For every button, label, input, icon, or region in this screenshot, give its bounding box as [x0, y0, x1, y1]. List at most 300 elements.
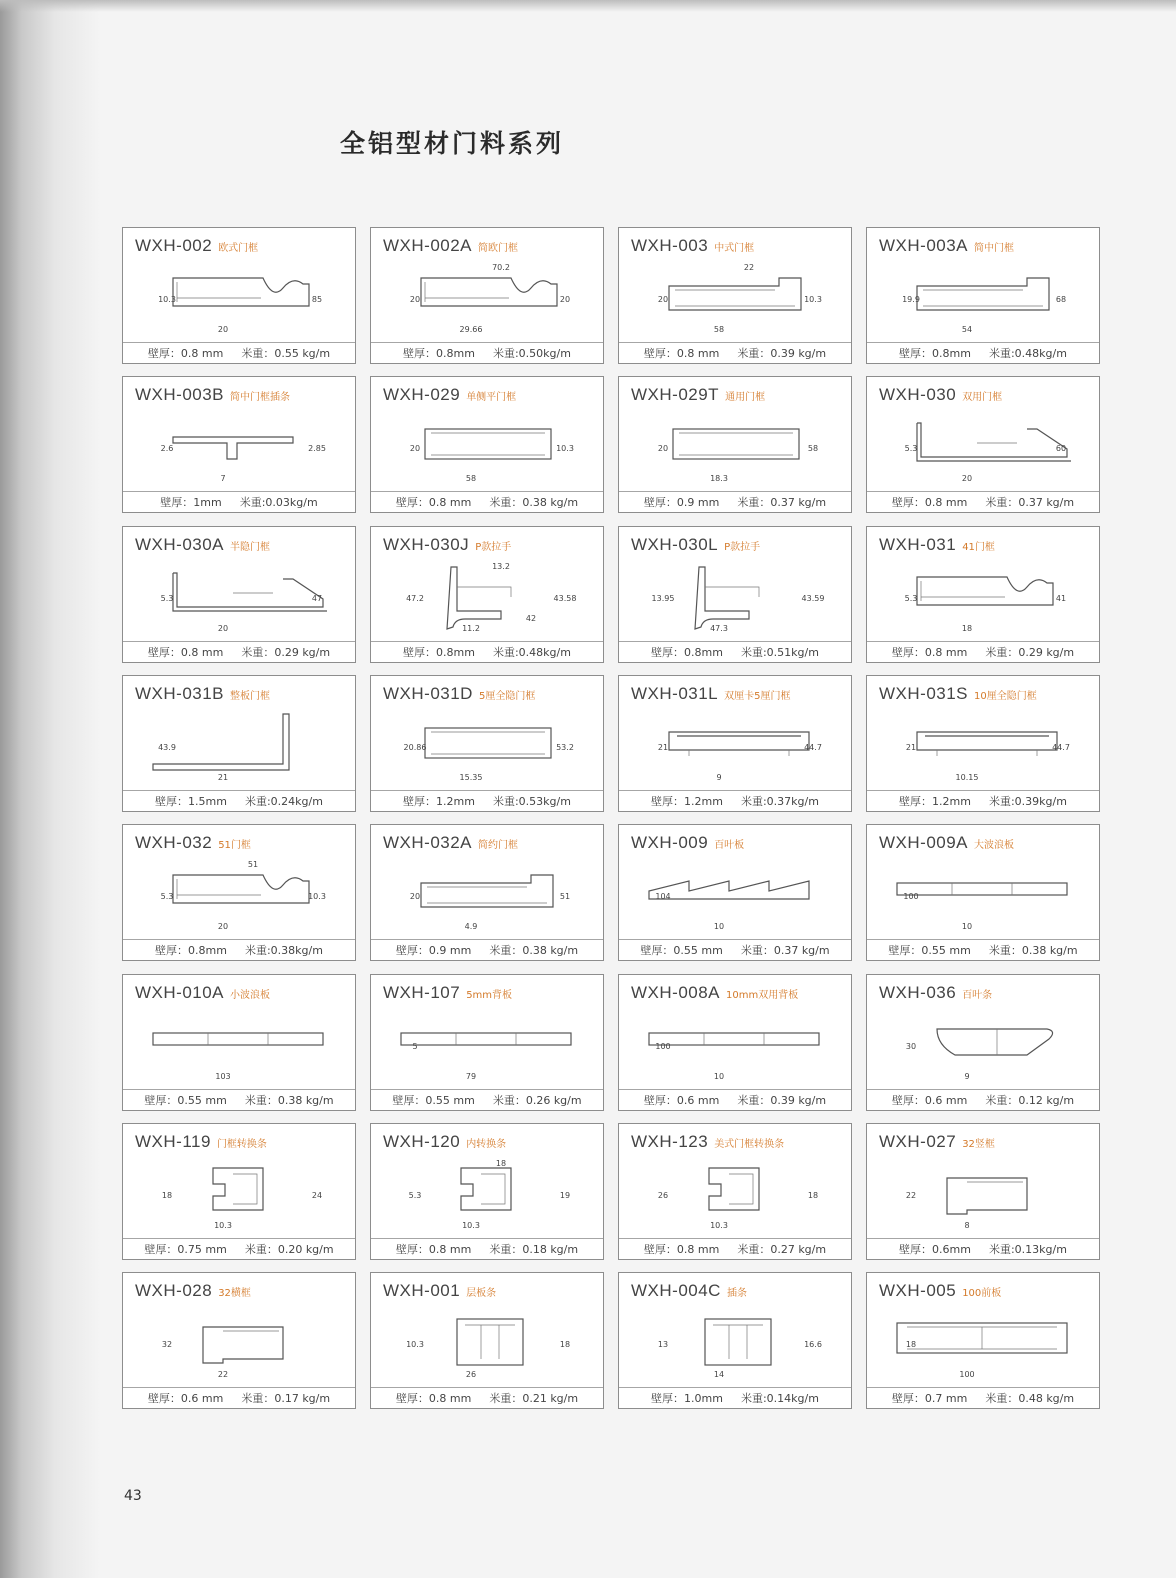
profile-cross-section-diagram	[629, 258, 843, 342]
dimension-label: 10	[713, 922, 725, 932]
dimension-label: 51	[247, 860, 259, 870]
wall-thickness: 壁厚：1.2mm	[403, 794, 475, 808]
dimension-label: 54	[961, 325, 973, 334]
dimension-label: 44.7	[804, 742, 822, 752]
card-header	[631, 385, 765, 405]
profile-card	[122, 1123, 356, 1260]
dimension-label: 20	[409, 295, 421, 304]
card-header	[879, 833, 1014, 853]
card-specs	[867, 790, 1099, 811]
dimension-label: 9	[964, 1071, 970, 1081]
profile-name: 单侧平门框	[466, 392, 517, 404]
dimension-label: 8	[964, 1220, 970, 1230]
weight-per-meter: 米重：0.12 kg/m	[985, 1093, 1075, 1107]
card-header	[135, 833, 251, 853]
profile-code: WXH-029	[383, 385, 461, 405]
profile-name: 内转换条	[466, 1138, 507, 1150]
profile-code: WXH-009	[631, 833, 709, 853]
dimension-label: 5	[412, 1041, 418, 1051]
profile-card	[618, 1272, 852, 1409]
dimension-label: 104	[655, 892, 671, 902]
dimension-label: 18	[961, 623, 973, 633]
profile-card	[370, 1123, 604, 1260]
dimension-label: 42	[525, 613, 537, 623]
weight-per-meter: 米重：0.39 kg/m	[737, 1093, 827, 1107]
profile-card	[866, 824, 1100, 961]
profile-cross-section-diagram	[629, 407, 843, 491]
dimension-label: 20	[657, 295, 669, 304]
wall-thickness: 壁厚：0.8mm	[403, 645, 475, 659]
card-specs	[867, 1387, 1099, 1408]
card-specs	[123, 939, 355, 960]
card-header	[631, 684, 791, 704]
profile-cross-section-diagram	[877, 706, 1091, 790]
profile-card	[122, 974, 356, 1111]
profile-code: WXH-030L	[631, 534, 719, 554]
profile-card	[370, 675, 604, 812]
weight-per-meter: 米重：0.26 kg/m	[492, 1093, 582, 1107]
profile-card	[618, 227, 852, 364]
profile-card	[370, 824, 604, 961]
wall-thickness: 壁厚：0.55 mm	[144, 1093, 227, 1107]
profile-cross-section-diagram	[629, 1154, 843, 1238]
dimension-label: 5.3	[160, 593, 174, 603]
card-header	[135, 684, 270, 704]
card-specs	[619, 1387, 851, 1408]
dimension-label: 43.59	[801, 593, 825, 603]
dimension-label: 18	[161, 1190, 173, 1200]
dimension-label: 22	[743, 263, 755, 272]
dimension-label: 10.3	[158, 295, 176, 304]
wall-thickness: 壁厚：1.2mm	[651, 794, 723, 808]
profile-card	[618, 824, 852, 961]
card-specs	[619, 491, 851, 512]
dimension-label: 19.9	[902, 295, 920, 304]
card-specs	[123, 790, 355, 811]
wall-thickness: 壁厚：0.6 mm	[643, 1093, 720, 1107]
card-header	[631, 1132, 784, 1152]
dimension-label: 51	[559, 892, 571, 902]
dimension-label: 26	[657, 1190, 669, 1200]
card-header	[135, 236, 258, 256]
dimension-label: 10.3	[710, 1220, 728, 1230]
profile-cross-section-diagram	[381, 557, 595, 641]
card-specs	[371, 491, 603, 512]
wall-thickness: 壁厚：0.8 mm	[643, 347, 720, 360]
dimension-label: 18	[559, 1340, 571, 1350]
dimension-label: 100	[655, 1041, 671, 1051]
dimension-label: 10.3	[556, 444, 574, 454]
dimension-label: 68	[1055, 295, 1067, 304]
card-specs	[371, 1238, 603, 1259]
card-specs	[867, 342, 1099, 363]
profile-code: WXH-027	[879, 1131, 957, 1151]
dimension-label: 10.3	[214, 1220, 232, 1230]
dimension-label: 10.3	[804, 295, 822, 304]
wall-thickness: 壁厚：0.75 mm	[144, 1242, 227, 1256]
profile-code: WXH-001	[383, 1281, 461, 1301]
card-header	[135, 535, 270, 555]
wall-thickness: 壁厚：0.8 mm	[395, 1242, 472, 1256]
profile-name: 32横框	[218, 1288, 251, 1300]
card-header	[631, 236, 754, 256]
dimension-label: 58	[465, 474, 477, 484]
wall-thickness: 壁厚：0.8 mm	[891, 496, 968, 510]
profile-card	[122, 675, 356, 812]
wall-thickness: 壁厚：0.9 mm	[643, 496, 720, 510]
profile-cross-section-diagram	[133, 1303, 347, 1387]
card-header	[879, 1132, 995, 1152]
wall-thickness: 壁厚：0.7 mm	[891, 1392, 968, 1406]
profile-name: 51门框	[218, 840, 251, 852]
wall-thickness: 壁厚：0.8mm	[155, 944, 227, 958]
dimension-label: 32	[161, 1340, 173, 1350]
dimension-label: 10	[961, 922, 973, 932]
weight-per-meter: 米重：0.48 kg/m	[985, 1392, 1075, 1406]
dimension-label: 47.3	[710, 623, 728, 633]
wall-thickness: 壁厚：0.55 mm	[888, 944, 971, 958]
card-specs	[123, 342, 355, 363]
profile-card	[866, 675, 1100, 812]
dimension-label: 18.3	[710, 474, 728, 484]
card-specs	[619, 1089, 851, 1110]
wall-thickness: 壁厚：0.55 mm	[392, 1093, 475, 1107]
card-header	[135, 1281, 251, 1301]
card-specs	[371, 342, 603, 363]
card-header	[879, 236, 1014, 256]
wall-thickness: 壁厚：0.6 mm	[891, 1093, 968, 1107]
card-specs	[123, 491, 355, 512]
dimension-label: 10.3	[406, 1340, 424, 1350]
profile-code: WXH-031S	[879, 683, 969, 703]
wall-thickness: 壁厚：0.8 mm	[147, 645, 224, 659]
page-top-shadow	[0, 0, 1176, 12]
profile-name: 简约门框	[478, 840, 519, 852]
wall-thickness: 壁厚：1.5mm	[155, 794, 227, 808]
dimension-label: 2.6	[160, 444, 174, 454]
card-specs	[619, 342, 851, 363]
card-header	[135, 1132, 267, 1152]
profile-cross-section-diagram	[629, 557, 843, 641]
wall-thickness: 壁厚：0.55 mm	[640, 944, 723, 958]
profile-code: WXH-009A	[879, 833, 969, 853]
card-specs	[867, 939, 1099, 960]
profile-code: WXH-030	[879, 385, 957, 405]
weight-per-meter: 米重:0.53kg/m	[492, 794, 571, 808]
profile-card	[370, 526, 604, 663]
profile-name: 门框转换条	[216, 1138, 267, 1150]
profile-cross-section-diagram	[877, 1005, 1091, 1089]
dimension-label: 20	[559, 295, 571, 304]
profile-cross-section-diagram	[877, 557, 1091, 641]
dimension-label: 70.2	[492, 263, 510, 272]
dimension-label: 29.66	[459, 325, 483, 334]
profile-cross-section-diagram	[629, 855, 843, 939]
card-header	[383, 385, 516, 405]
profile-card	[122, 1272, 356, 1409]
profile-cross-section-diagram	[381, 1005, 595, 1089]
card-specs	[371, 790, 603, 811]
profile-cross-section-diagram	[381, 407, 595, 491]
profile-card	[122, 526, 356, 663]
profile-cross-section-diagram	[877, 1154, 1091, 1238]
dimension-label: 21	[657, 742, 669, 752]
weight-per-meter: 米重:0.37kg/m	[740, 794, 819, 808]
dimension-label: 10.15	[955, 772, 979, 782]
dimension-label: 16.6	[804, 1340, 822, 1350]
profile-name: 简欧门框	[478, 243, 519, 254]
card-specs	[123, 641, 355, 662]
dimension-label: 53.2	[556, 742, 574, 752]
profile-name: 中式门框	[714, 243, 755, 254]
profile-cross-section-diagram	[877, 407, 1091, 491]
profile-cross-section-diagram	[133, 407, 347, 491]
card-specs	[123, 1089, 355, 1110]
weight-per-meter: 米重:0.14kg/m	[740, 1392, 819, 1406]
profile-code: WXH-010A	[135, 982, 225, 1002]
profile-code: WXH-032	[135, 833, 213, 853]
card-specs	[123, 1238, 355, 1259]
weight-per-meter: 米重:0.48kg/m	[988, 347, 1067, 360]
profile-code: WXH-031B	[135, 683, 225, 703]
dimension-label: 43.58	[553, 593, 577, 603]
card-specs	[371, 1387, 603, 1408]
dimension-label: 43.9	[158, 742, 176, 752]
dimension-label: 20	[657, 444, 669, 454]
dimension-label: 20	[409, 444, 421, 454]
weight-per-meter: 米重：0.38 kg/m	[244, 1093, 334, 1107]
weight-per-meter: 米重：0.55 kg/m	[241, 347, 331, 360]
profile-card	[122, 824, 356, 961]
card-header	[631, 1281, 747, 1301]
dimension-label: 14	[713, 1370, 725, 1380]
dimension-label: 58	[713, 325, 725, 334]
profile-card	[866, 526, 1100, 663]
dimension-label: 18	[905, 1340, 917, 1350]
card-header	[631, 535, 760, 555]
card-header	[631, 833, 744, 853]
card-specs	[867, 1089, 1099, 1110]
dimension-label: 26	[465, 1370, 477, 1380]
weight-per-meter: 米重：0.38 kg/m	[988, 944, 1078, 958]
profile-name: P款拉手	[724, 541, 761, 553]
dimension-label: 5.3	[160, 892, 174, 902]
wall-thickness: 壁厚：0.8 mm	[395, 496, 472, 510]
wall-thickness: 壁厚：0.8mm	[403, 347, 475, 360]
profile-cross-section-diagram	[381, 855, 595, 939]
weight-per-meter: 米重:0.51kg/m	[740, 645, 819, 659]
weight-per-meter: 米重:0.13kg/m	[988, 1242, 1067, 1256]
weight-per-meter: 米重:0.38kg/m	[244, 944, 323, 958]
profile-code: WXH-120	[383, 1131, 461, 1151]
profile-name: 欧式门框	[218, 243, 259, 254]
profile-code: WXH-029T	[631, 385, 720, 405]
profile-code: WXH-005	[879, 1281, 957, 1301]
profile-cross-section-diagram	[133, 258, 347, 342]
profile-name: 层板条	[466, 1288, 497, 1300]
profile-name: 10mm双用背板	[726, 989, 799, 1001]
card-specs	[619, 939, 851, 960]
card-specs	[867, 641, 1099, 662]
profile-card	[370, 1272, 604, 1409]
dimension-label: 10.3	[308, 892, 326, 902]
card-header	[383, 983, 512, 1003]
profile-code: WXH-031L	[631, 683, 719, 703]
dimension-label: 5.3	[904, 444, 918, 454]
wall-thickness: 壁厚：1mm	[160, 496, 222, 510]
profile-name: 插条	[726, 1288, 747, 1300]
card-specs	[867, 491, 1099, 512]
profile-name: 百叶板	[714, 840, 745, 852]
profile-card	[122, 376, 356, 513]
wall-thickness: 壁厚：1.0mm	[651, 1392, 723, 1406]
card-header	[383, 236, 518, 256]
profile-card	[370, 227, 604, 364]
profile-card	[866, 1123, 1100, 1260]
dimension-label: 19	[559, 1190, 571, 1200]
profile-cross-section-diagram	[381, 1154, 595, 1238]
profile-name: 5mm背板	[466, 989, 513, 1001]
weight-per-meter: 米重：0.37 kg/m	[985, 496, 1075, 510]
dimension-label: 4.9	[464, 922, 478, 932]
profile-cross-section-diagram	[133, 557, 347, 641]
profile-name: 简中门框	[974, 243, 1015, 254]
page-title: 全铝型材门料系列	[340, 129, 565, 158]
weight-per-meter: 米重：0.29 kg/m	[241, 645, 331, 659]
card-header	[383, 833, 518, 853]
wall-thickness: 壁厚：0.8 mm	[643, 1242, 720, 1256]
dimension-label: 21	[905, 742, 917, 752]
card-specs	[371, 1089, 603, 1110]
card-header	[135, 983, 270, 1003]
card-header	[383, 535, 511, 555]
profile-name: 32竖框	[962, 1138, 995, 1150]
profile-cross-section-diagram	[133, 855, 347, 939]
profile-card	[122, 227, 356, 364]
profile-cross-section-diagram	[629, 1303, 843, 1387]
profile-code: WXH-032A	[383, 833, 473, 853]
profile-name: 41门框	[962, 541, 995, 553]
wall-thickness: 壁厚：1.2mm	[899, 794, 971, 808]
card-specs	[867, 1238, 1099, 1259]
profile-code: WXH-028	[135, 1281, 213, 1301]
profile-cross-section-diagram	[877, 855, 1091, 939]
profile-cross-section-diagram	[133, 1154, 347, 1238]
profile-cross-section-diagram	[877, 258, 1091, 342]
card-header	[879, 385, 1002, 405]
dimension-label: 30	[905, 1041, 917, 1051]
card-specs	[619, 1238, 851, 1259]
profile-code: WXH-036	[879, 982, 957, 1002]
profile-cross-section-diagram	[629, 1005, 843, 1089]
profile-code: WXH-030J	[383, 534, 470, 554]
weight-per-meter: 米重:0.24kg/m	[244, 794, 323, 808]
dimension-label: 47	[311, 593, 323, 603]
profile-code: WXH-004C	[631, 1281, 721, 1301]
weight-per-meter: 米重：0.29 kg/m	[985, 645, 1075, 659]
dimension-label: 58	[807, 444, 819, 454]
dimension-label: 7	[220, 474, 226, 484]
profile-name: 小波浪板	[230, 989, 271, 1001]
wall-thickness: 壁厚：0.8 mm	[395, 1392, 472, 1406]
profile-card	[618, 376, 852, 513]
dimension-label: 24	[311, 1190, 323, 1200]
profile-cross-section-diagram	[629, 706, 843, 790]
weight-per-meter: 米重：0.20 kg/m	[244, 1242, 334, 1256]
profile-name: 5厘全隐门框	[478, 690, 536, 702]
dimension-label: 47.2	[406, 593, 424, 603]
weight-per-meter: 米重:0.39kg/m	[988, 794, 1067, 808]
weight-per-meter: 米重:0.50kg/m	[492, 347, 571, 360]
profile-code: WXH-008A	[631, 982, 721, 1002]
wall-thickness: 壁厚：0.8 mm	[147, 347, 224, 360]
profile-cross-section-diagram	[381, 706, 595, 790]
dimension-label: 20	[217, 325, 229, 334]
profile-cross-section-diagram	[133, 1005, 347, 1089]
dimension-label: 79	[465, 1071, 477, 1081]
weight-per-meter: 米重：0.21 kg/m	[489, 1392, 579, 1406]
dimension-label: 18	[495, 1158, 507, 1168]
profile-card	[618, 675, 852, 812]
profile-cross-section-diagram	[381, 1303, 595, 1387]
profile-name: 100前板	[962, 1288, 1002, 1300]
dimension-label: 18	[807, 1190, 819, 1200]
dimension-label: 2.85	[308, 444, 326, 454]
dimension-label: 20	[409, 892, 421, 902]
dimension-label: 20.86	[403, 742, 427, 752]
profile-cross-section-diagram	[381, 258, 595, 342]
card-header	[383, 1132, 506, 1152]
book-spine-shadow	[0, 0, 100, 1578]
dimension-label: 21	[217, 772, 229, 782]
dimension-label: 41	[1055, 593, 1067, 603]
card-header	[383, 1281, 496, 1301]
profile-card	[618, 526, 852, 663]
page-number: 43	[124, 1488, 142, 1504]
card-header	[383, 684, 535, 704]
dimension-label: 20	[217, 623, 229, 633]
profile-name: 美式门框转换条	[714, 1138, 785, 1150]
profile-code: WXH-031D	[383, 683, 473, 703]
card-specs	[371, 939, 603, 960]
profile-code: WXH-002	[135, 236, 213, 255]
profile-name: 简中门框插条	[230, 392, 291, 404]
profile-name: 百叶条	[962, 989, 993, 1001]
profile-code: WXH-003B	[135, 385, 225, 405]
profile-card	[370, 974, 604, 1111]
wall-thickness: 壁厚：0.8 mm	[891, 645, 968, 659]
weight-per-meter: 米重：0.17 kg/m	[241, 1392, 331, 1406]
profile-name: 10厘全隐门框	[974, 690, 1037, 702]
card-specs	[619, 790, 851, 811]
card-specs	[371, 641, 603, 662]
dimension-label: 13.2	[492, 561, 510, 571]
profile-name: P款拉手	[475, 541, 512, 553]
dimension-label: 85	[311, 295, 323, 304]
weight-per-meter: 米重：0.38 kg/m	[489, 944, 579, 958]
profile-name: 通用门框	[725, 392, 766, 404]
dimension-label: 60	[1055, 444, 1067, 454]
weight-per-meter: 米重：0.27 kg/m	[737, 1242, 827, 1256]
profile-code: WXH-107	[383, 982, 461, 1002]
dimension-label: 100	[903, 892, 919, 902]
profile-card	[618, 974, 852, 1111]
dimension-label: 5.3	[408, 1190, 422, 1200]
profile-name: 双用门框	[962, 392, 1003, 404]
profile-code: WXH-030A	[135, 534, 225, 554]
weight-per-meter: 米重：0.18 kg/m	[489, 1242, 579, 1256]
dimension-label: 10.3	[462, 1220, 480, 1230]
